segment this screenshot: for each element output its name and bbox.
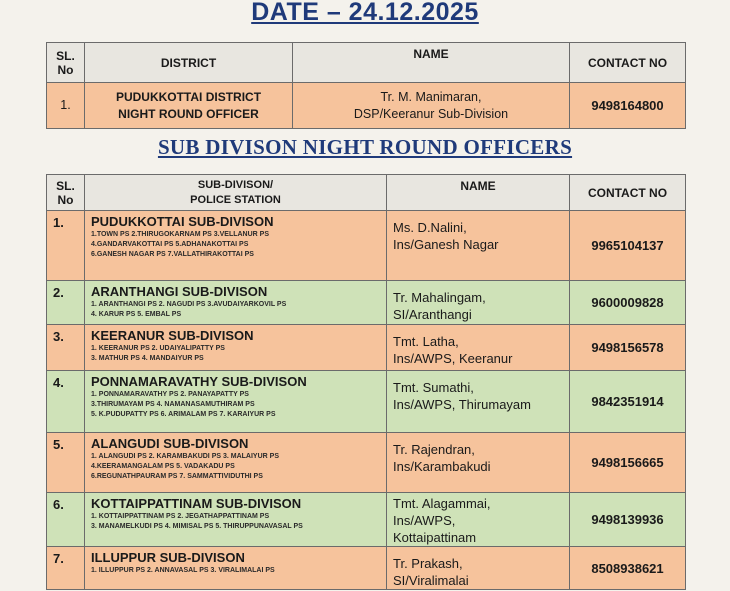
subdivision-name: PUDUKKOTTAI SUB-DIVISON	[91, 214, 274, 229]
subdivision-name: ILLUPPUR SUB-DIVISON	[91, 550, 245, 565]
officer-line: Tr. Rajendran,	[393, 442, 475, 457]
row-sl: 1.	[47, 83, 85, 129]
contact-number: 9498164800	[570, 83, 686, 129]
subdivision-cell	[85, 371, 387, 433]
police-station-list: 1. ILLUPPUR PS 2. ANNAVASAL PS 3. VIRALIMALAI PS	[91, 567, 275, 574]
officer-line: SI/Aranthangi	[393, 307, 472, 322]
contact-number: 8508938621	[570, 547, 686, 590]
police-station-list: 1. KEERANUR PS 2. UDAIYALIPATTY PS	[91, 345, 225, 352]
district-line1: PUDUKKOTTAI DISTRICT	[115, 89, 262, 104]
officer-line: SI/Viralimalai	[393, 573, 469, 588]
officer-line: Tmt. Alagammai,	[393, 496, 491, 511]
police-station-list: 3. MATHUR PS 4. MANDAIYUR PS	[91, 355, 204, 362]
row-sl: 4.	[47, 371, 85, 433]
header-sl: SL. No	[47, 43, 85, 83]
header-name: NAME	[387, 175, 570, 211]
police-station-list: 1.TOWN PS 2.THIRUGOKARNAM PS 3.VELLANUR PS	[91, 231, 270, 238]
row-sl: 5.	[47, 433, 85, 493]
officer-line: Ins/Karambakudi	[393, 459, 491, 474]
subdivision-cell	[85, 547, 387, 590]
district-line2: NIGHT ROUND OFFICER	[118, 106, 259, 121]
police-station-list: 4.GANDARVAKOTTAI PS 5.ADHANAKOTTAI PS	[91, 241, 249, 248]
table-row	[47, 281, 686, 325]
subdivision-name: ALANGUDI SUB-DIVISON	[91, 436, 249, 451]
contact-number: 9498156665	[570, 433, 686, 493]
officer-line: Ins/Ganesh Nagar	[393, 237, 499, 252]
subdivision-cell	[85, 433, 387, 493]
subdivision-name: ARANTHANGI SUB-DIVISON	[91, 284, 268, 299]
table-row	[47, 433, 686, 493]
officer-line: Ms. D.Nalini,	[393, 220, 467, 235]
district-officer-table	[46, 42, 686, 129]
police-station-list: 4.KEERAMANGALAM PS 5. VADAKADU PS	[91, 463, 235, 470]
subdivision-cell	[85, 281, 387, 325]
table-row	[47, 547, 686, 590]
table-row	[47, 211, 686, 281]
officer-line: Tr. Prakash,	[393, 556, 463, 571]
officer-line: Tmt. Latha,	[393, 334, 459, 349]
police-station-list: 1. PONNAMARAVATHY PS 2. PANAYAPATTY PS	[91, 391, 249, 398]
district-cell	[85, 83, 293, 129]
contact-number: 9498156578	[570, 325, 686, 371]
header-subdivision-line2: POLICE STATION	[190, 193, 281, 206]
police-station-list: 1. ALANGUDI PS 2. KARAMBAKUDI PS 3. MALAIYUR PS	[91, 453, 279, 460]
police-station-list: 5. K.PUDUPATTY PS 6. ARIMALAM PS 7. KARAIYUR PS	[91, 411, 276, 418]
subtitle: SUB DIVISON NIGHT ROUND OFFICERS	[157, 135, 573, 159]
officer-cell	[293, 83, 570, 129]
row-sl: 6.	[47, 493, 85, 547]
officer-designation: DSP/Keeranur Sub-Division	[353, 106, 509, 121]
table-row	[47, 493, 686, 547]
officer-cell	[387, 547, 570, 590]
contact-number: 9842351914	[570, 371, 686, 433]
subdivision-cell	[85, 325, 387, 371]
police-station-list: 3. MANAMELKUDI PS 4. MIMISAL PS 5. THIRUPPUNAVASAL PS	[91, 523, 303, 530]
row-sl: 7.	[47, 547, 85, 590]
subdivision-cell	[85, 211, 387, 281]
officer-line: Tr. Mahalingam,	[393, 290, 486, 305]
officer-cell	[387, 325, 570, 371]
header-contact: CONTACT NO	[570, 43, 686, 83]
police-station-list: 1. KOTTAIPPATTINAM PS 2. JEGATHAPPATTINAM PS	[91, 513, 270, 520]
subdivision-name: KOTTAIPPATTINAM SUB-DIVISON	[91, 496, 302, 511]
row-sl: 1.	[47, 211, 85, 281]
officer-name: Tr. M. Manimaran,	[380, 89, 482, 104]
header-name: NAME	[293, 43, 570, 83]
officer-cell	[387, 493, 570, 547]
subdivision-cell	[85, 493, 387, 547]
header-district: DISTRICT	[85, 43, 293, 83]
officer-line: Ins/AWPS,	[393, 513, 456, 528]
header-subdivision	[85, 175, 387, 211]
subdivision-name: KEERANUR SUB-DIVISON	[91, 328, 254, 343]
contact-number: 9600009828	[570, 281, 686, 325]
officer-line: Tmt. Sumathi,	[393, 380, 474, 395]
row-sl: 2.	[47, 281, 85, 325]
table-row	[47, 83, 686, 129]
officer-line: Ins/AWPS, Thirumayam	[393, 397, 531, 412]
date-title: DATE – 24.12.2025	[251, 0, 479, 26]
officer-cell	[387, 433, 570, 493]
police-station-list: 3.THIRUMAYAM PS 4. NAMANASAMUTHIRAM PS	[91, 401, 255, 408]
contact-number: 9498139936	[570, 493, 686, 547]
header-subdivision-line1: SUB-DIVISON/	[197, 178, 274, 191]
police-station-list: 4. KARUR PS 5. EMBAL PS	[91, 311, 182, 318]
officer-cell	[387, 371, 570, 433]
contact-number: 9965104137	[570, 211, 686, 281]
header-contact: CONTACT NO	[570, 175, 686, 211]
subdivision-officers-table	[46, 174, 686, 590]
officer-line: Ins/AWPS, Keeranur	[393, 351, 513, 366]
officer-cell	[387, 281, 570, 325]
police-station-list: 6.GANESH NAGAR PS 7.VALLATHIRAKOTTAI PS	[91, 251, 254, 258]
header-sl: SL. No	[47, 175, 85, 211]
officer-line: Kottaipattinam	[393, 530, 477, 545]
subdivision-name: PONNAMARAVATHY SUB-DIVISON	[91, 374, 307, 389]
table-row	[47, 371, 686, 433]
row-sl: 3.	[47, 325, 85, 371]
table-row	[47, 325, 686, 371]
officer-cell	[387, 211, 570, 281]
police-station-list: 6.REGUNATHPAURAM PS 7. SAMMATTIVIDUTHI PS	[91, 473, 263, 480]
police-station-list: 1. ARANTHANGI PS 2. NAGUDI PS 3.AVUDAIYARKOVIL PS	[91, 301, 287, 308]
